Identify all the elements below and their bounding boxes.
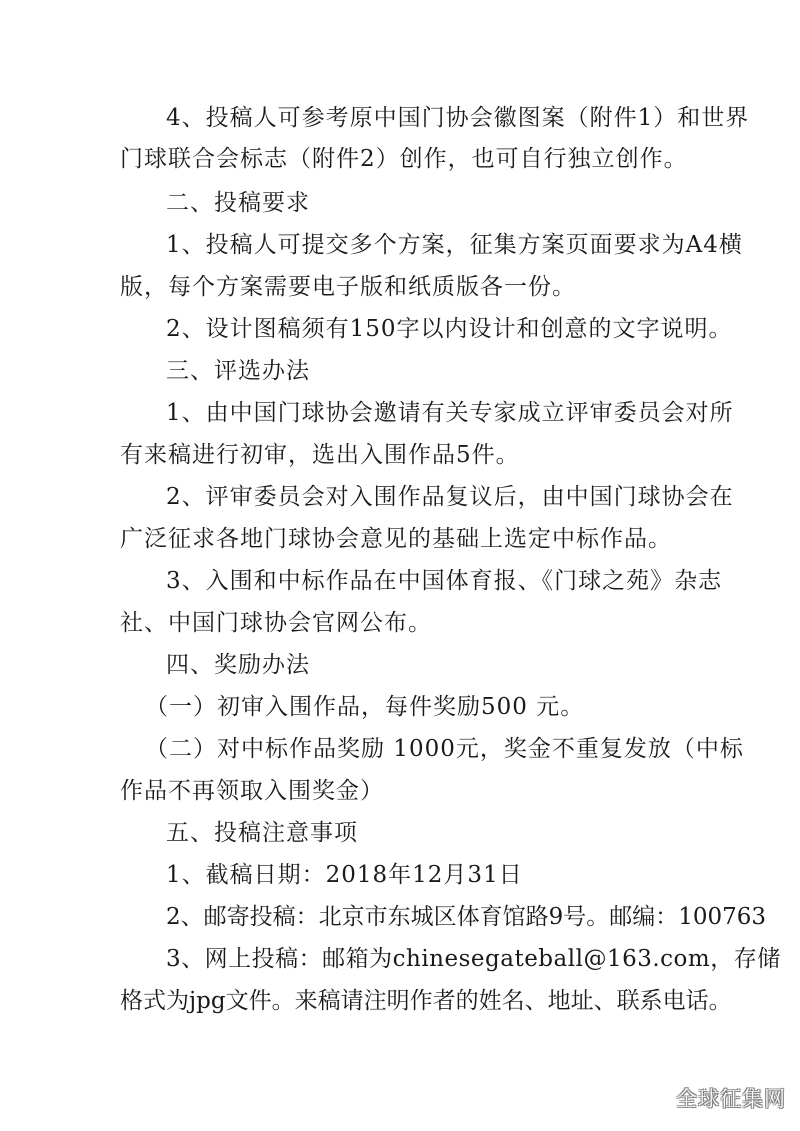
paragraph-line: 广泛征求各地门球协会意见的基础上选定中标作品。 bbox=[120, 526, 672, 552]
section-heading: 三、评选办法 bbox=[166, 358, 310, 384]
section-heading: 五、投稿注意事项 bbox=[166, 820, 358, 846]
paragraph-line: 有来稿进行初审，选出入围作品5件。 bbox=[120, 442, 520, 468]
paragraph-line: 1、投稿人可提交多个方案，征集方案页面要求为A4横 bbox=[166, 232, 743, 258]
paragraph-line: 格式为jpg文件。来稿请注明作者的姓名、地址、联系电话。 bbox=[120, 988, 732, 1014]
paragraph-line: 3、入围和中标作品在中国体育报、《门球之苑》杂志 bbox=[166, 568, 723, 594]
paragraph-line: （一）初审入围作品，每件奖励500 元。 bbox=[145, 694, 585, 720]
paragraph-line: 门球联合会标志（附件2）创作，也可自行独立创作。 bbox=[120, 146, 688, 172]
paragraph-line: 2、评审委员会对入围作品复议后，由中国门球协会在 bbox=[166, 484, 734, 510]
paragraph-line: 社、中国门球协会官网公布。 bbox=[120, 610, 432, 636]
paragraph-line: 1、截稿日期：2018年12月31日 bbox=[166, 862, 523, 888]
paragraph-line: 作品不再领取入围奖金） bbox=[120, 778, 384, 804]
paragraph-line: 2、邮寄投稿：北京市东城区体育馆路9号。邮编：100763 bbox=[166, 904, 767, 930]
section-heading: 二、投稿要求 bbox=[166, 190, 310, 216]
paragraph-line: 1、由中国门球协会邀请有关专家成立评审委员会对所 bbox=[166, 400, 734, 426]
watermark-text: 全球征集网 bbox=[676, 1087, 786, 1111]
paragraph-line: 4、投稿人可参考原中国门协会徽图案（附件1）和世界 bbox=[166, 105, 750, 131]
section-heading: 四、奖励办法 bbox=[166, 652, 310, 678]
paragraph-line: 版，每个方案需要电子版和纸质版各一份。 bbox=[120, 274, 576, 300]
paragraph-line: 2、设计图稿须有150字以内设计和创意的文字说明。 bbox=[166, 316, 733, 342]
paragraph-line: 3、网上投稿：邮箱为chinesegateball@163.com，存储 bbox=[166, 946, 781, 972]
paragraph-line: （二）对中标作品奖励 1000元，奖金不重复发放（中标 bbox=[145, 736, 744, 762]
